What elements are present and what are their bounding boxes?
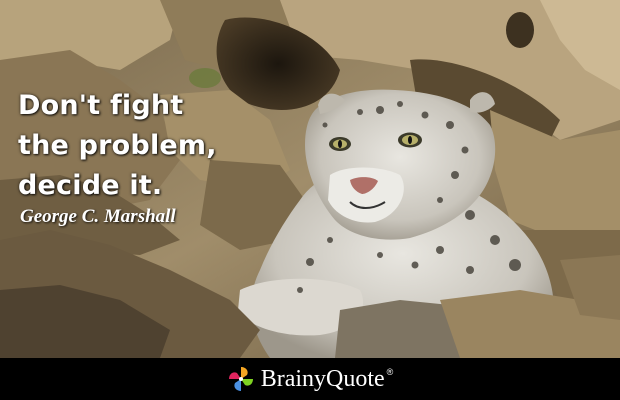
brand-name: BrainyQuote	[260, 365, 385, 392]
quote-line: Don't fight	[18, 90, 184, 121]
footer-bar	[0, 358, 620, 400]
quote-line: decide it.	[18, 170, 163, 201]
pinwheel-icon	[227, 365, 255, 393]
quote-text	[18, 86, 258, 206]
brand-link[interactable]	[227, 365, 394, 393]
quote-author: George C. Marshall	[20, 206, 176, 227]
registered-mark: ®	[386, 367, 394, 377]
quote-line: the problem,	[18, 130, 217, 161]
